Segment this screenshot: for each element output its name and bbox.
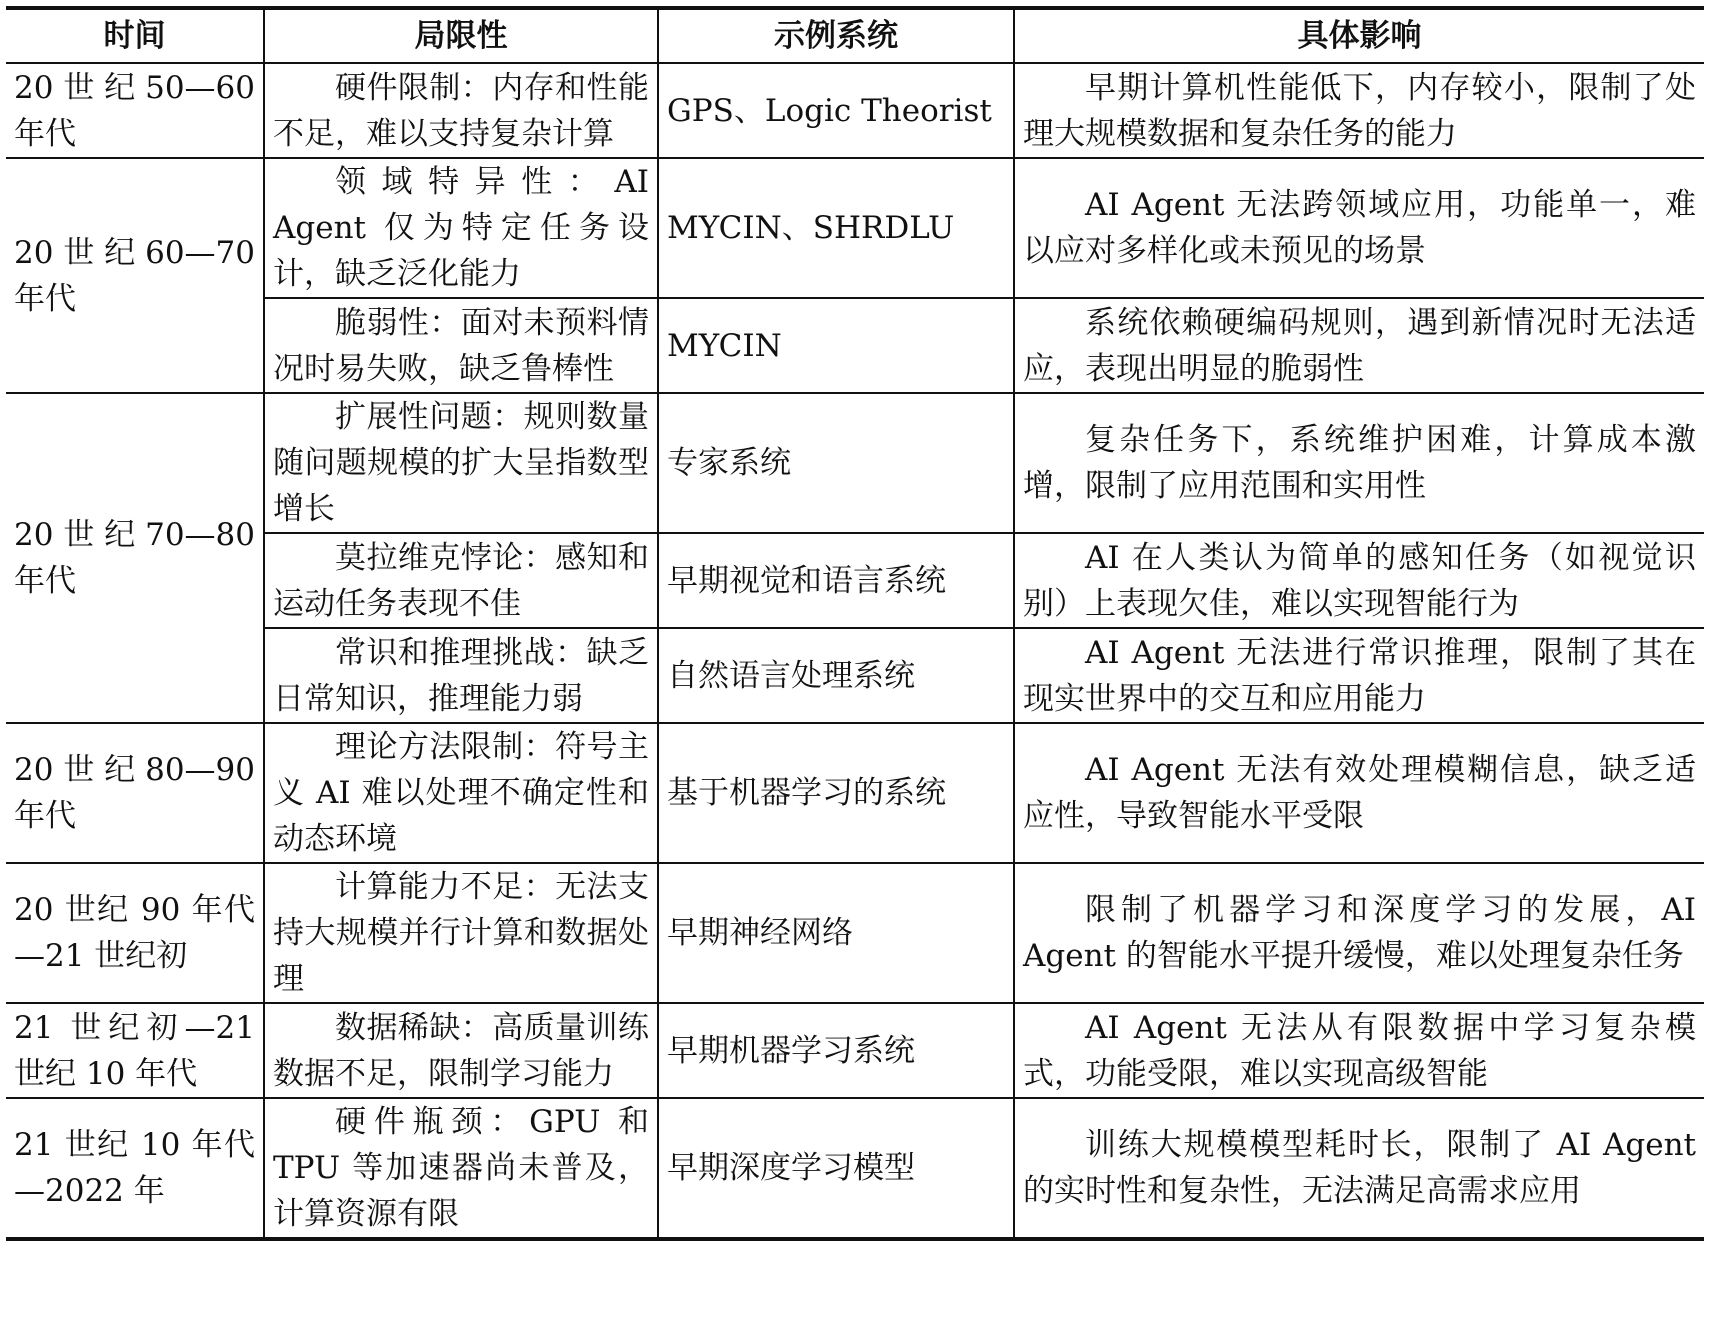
limitation-cell: 莫拉维克悖论：感知和运动任务表现不佳 [264, 533, 658, 628]
table-row [6, 158, 1704, 298]
impact-cell: AI 在人类认为简单的感知任务（如视觉识别）上表现欠佳，难以实现智能行为 [1014, 533, 1704, 628]
system-cell: 早期神经网络 [658, 863, 1014, 1003]
limitation-cell: 数据稀缺：高质量训练数据不足，限制学习能力 [264, 1003, 658, 1098]
limitation-cell: 脆弱性：面对未预料情况时易失败，缺乏鲁棒性 [264, 298, 658, 393]
period-cell: 21 世纪初—21 世纪 10 年代 [6, 1003, 264, 1098]
impact-cell: AI Agent 无法进行常识推理，限制了其在现实世界中的交互和应用能力 [1014, 628, 1704, 723]
header-limitation: 局限性 [264, 8, 658, 63]
impact-cell: AI Agent 无法从有限数据中学习复杂模式，功能受限，难以实现高级智能 [1014, 1003, 1704, 1098]
impact-cell: 复杂任务下，系统维护困难，计算成本激增，限制了应用范围和实用性 [1014, 393, 1704, 533]
table-header-row [6, 8, 1704, 63]
system-cell: 自然语言处理系统 [658, 628, 1014, 723]
table-row [6, 723, 1704, 863]
system-cell: 早期机器学习系统 [658, 1003, 1014, 1098]
impact-cell: AI Agent 无法跨领域应用，功能单一，难以应对多样化或未预见的场景 [1014, 158, 1704, 298]
period-cell: 20 世 纪 50—60 年代 [6, 63, 264, 158]
table-row [6, 863, 1704, 1003]
ai-agent-limitations-table [6, 6, 1704, 1241]
system-cell: MYCIN [658, 298, 1014, 393]
system-cell: 早期深度学习模型 [658, 1098, 1014, 1239]
system-cell: 基于机器学习的系统 [658, 723, 1014, 863]
period-cell: 20 世 纪 60—70 年代 [6, 158, 264, 393]
limitation-cell: 常识和推理挑战：缺乏日常知识，推理能力弱 [264, 628, 658, 723]
limitation-cell: 领域特异性：AI Agent 仅为特定任务设计，缺乏泛化能力 [264, 158, 658, 298]
impact-cell: 早期计算机性能低下，内存较小，限制了处理大规模数据和复杂任务的能力 [1014, 63, 1704, 158]
system-cell: GPS、Logic Theorist [658, 63, 1014, 158]
table-row [6, 1098, 1704, 1239]
impact-cell: 系统依赖硬编码规则，遇到新情况时无法适应，表现出明显的脆弱性 [1014, 298, 1704, 393]
limitation-cell: 计算能力不足：无法支持大规模并行计算和数据处理 [264, 863, 658, 1003]
header-period: 时间 [6, 8, 264, 63]
period-cell: 20 世 纪 80—90 年代 [6, 723, 264, 863]
limitation-cell: 理论方法限制：符号主义 AI 难以处理不确定性和动态环境 [264, 723, 658, 863]
limitation-cell: 硬件瓶颈：GPU 和 TPU 等加速器尚未普及，计算资源有限 [264, 1098, 658, 1239]
system-cell: MYCIN、SHRDLU [658, 158, 1014, 298]
impact-cell: AI Agent 无法有效处理模糊信息，缺乏适应性，导致智能水平受限 [1014, 723, 1704, 863]
period-cell: 20 世纪 90 年代—21 世纪初 [6, 863, 264, 1003]
table-row [6, 63, 1704, 158]
period-cell: 21 世纪 10 年代—2022 年 [6, 1098, 264, 1239]
table-row [6, 1003, 1704, 1098]
period-cell: 20 世 纪 70—80 年代 [6, 393, 264, 723]
system-cell: 早期视觉和语言系统 [658, 533, 1014, 628]
impact-cell: 训练大规模模型耗时长，限制了 AI Agent 的实时性和复杂性，无法满足高需求应用 [1014, 1098, 1704, 1239]
table-row [6, 393, 1704, 533]
impact-cell: 限制了机器学习和深度学习的发展，AI Agent 的智能水平提升缓慢，难以处理复杂任务 [1014, 863, 1704, 1003]
header-system: 示例系统 [658, 8, 1014, 63]
header-impact: 具体影响 [1014, 8, 1704, 63]
limitation-cell: 硬件限制：内存和性能不足，难以支持复杂计算 [264, 63, 658, 158]
system-cell: 专家系统 [658, 393, 1014, 533]
limitation-cell: 扩展性问题：规则数量随问题规模的扩大呈指数型增长 [264, 393, 658, 533]
